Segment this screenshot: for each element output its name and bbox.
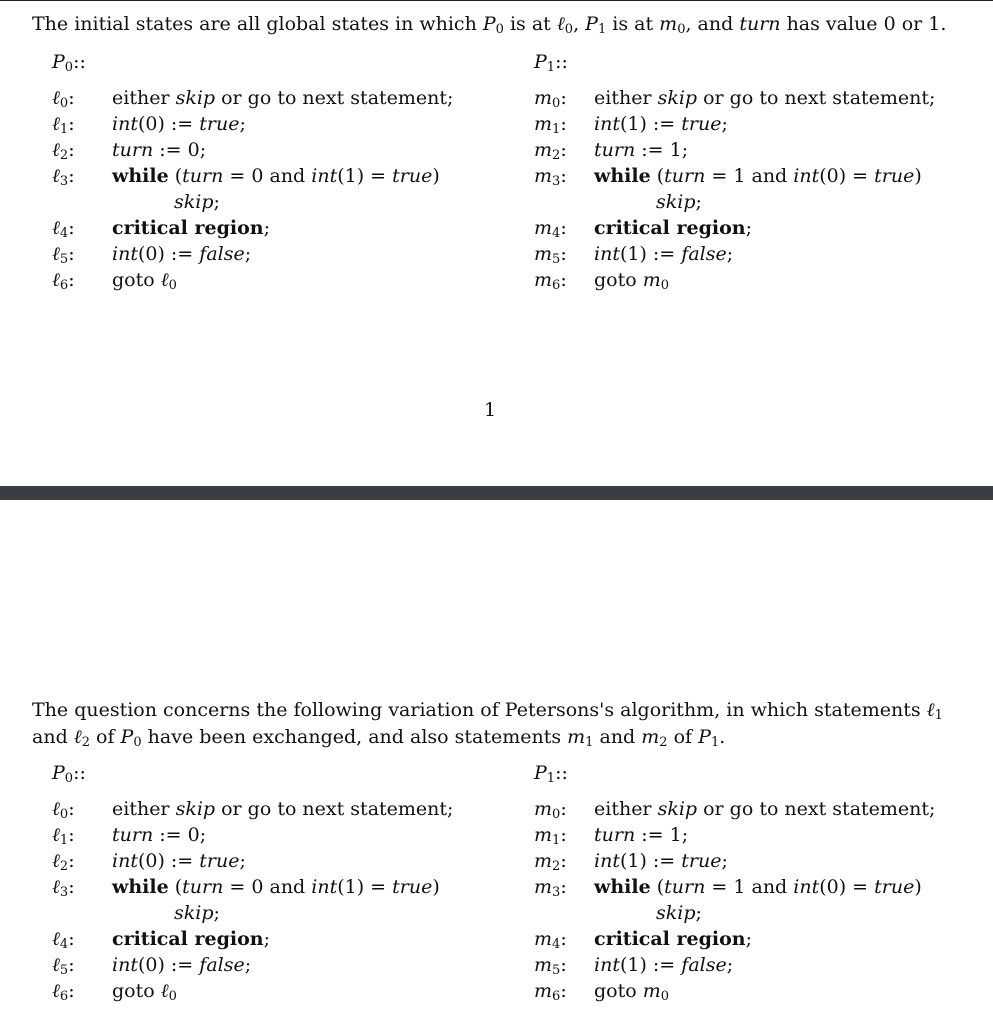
statement-label: ℓ$_2$: [52, 850, 75, 874]
process-p1-top [514, 51, 984, 311]
statement-label: ℓ$_6$: [52, 980, 75, 1004]
statement-code: turn := 0; [112, 139, 207, 161]
statement-label: $m_6$: [534, 269, 567, 293]
statement-label: $m_3$: [534, 876, 567, 900]
statement-code: int(0) := false; [112, 243, 252, 265]
statement-code: int(1) := true; [594, 113, 728, 135]
statement-code: critical region; [112, 928, 270, 950]
initial-states-text: The initial states are all global states in which $P_0$ is at ℓ$_0$, $P_1$ is at $m_0$, and turn has value 0 or 1. [32, 13, 947, 37]
page-number: 1 [484, 399, 497, 421]
statement-code: critical region; [112, 217, 270, 239]
statement-code: while (turn = 0 and int(1) = true) [112, 876, 440, 898]
statement-code: turn := 0; [112, 824, 207, 846]
statement-code: skip; [174, 191, 220, 213]
statement-code: goto $m_0$ [594, 269, 670, 293]
process-p1-bottom [514, 762, 984, 1024]
process-header: $P_1$:: [534, 762, 568, 786]
statement-label: $m_5$: [534, 243, 567, 267]
statement-code: int(0) := true; [112, 113, 246, 135]
statement-code: either skip or go to next statement; [112, 87, 454, 109]
statement-code: critical region; [594, 928, 752, 950]
process-header: $P_1$:: [534, 51, 568, 75]
statement-code: skip; [656, 902, 702, 924]
statement-label: ℓ$_4$: [52, 928, 75, 952]
statement-label: $m_6$: [534, 980, 567, 1004]
statement-code: skip; [174, 902, 220, 924]
statement-code: int(1) := false; [594, 243, 734, 265]
statement-code: while (turn = 1 and int(0) = true) [594, 876, 922, 898]
variation-text: The question concerns the following variation of Petersons's algorithm, in which statements ℓ$_1$ and ℓ$_2$ of $P_0$ have been exchanged, and also statements $m_1$ and $m_2$ of $P_1$. [32, 699, 943, 750]
statement-label: ℓ$_5$: [52, 954, 75, 978]
statement-code: either skip or go to next statement; [594, 798, 936, 820]
statement-code: skip; [656, 191, 702, 213]
statement-code: int(0) := false; [112, 954, 252, 976]
statement-code: turn := 1; [594, 824, 689, 846]
statement-label: $m_4$: [534, 928, 567, 952]
statement-code: while (turn = 1 and int(0) = true) [594, 165, 922, 187]
statement-code: goto ℓ$_0$ [112, 980, 177, 1004]
statement-code: goto $m_0$ [594, 980, 670, 1004]
statement-code: either skip or go to next statement; [112, 798, 454, 820]
statement-code: goto ℓ$_0$ [112, 269, 177, 293]
statement-label: $m_1$: [534, 113, 567, 137]
statement-label: ℓ$_1$: [52, 824, 75, 848]
statement-label: ℓ$_3$: [52, 165, 75, 189]
statement-label: $m_1$: [534, 824, 567, 848]
statement-label: ℓ$_0$: [52, 798, 75, 822]
process-p0-top [32, 51, 492, 311]
page-bottom [0, 500, 993, 1024]
statement-label: $m_0$: [534, 87, 567, 111]
statement-code: int(1) := false; [594, 954, 734, 976]
statement-label: $m_4$: [534, 217, 567, 241]
statement-code: int(0) := true; [112, 850, 246, 872]
process-p0-bottom [32, 762, 492, 1024]
statement-code: while (turn = 0 and int(1) = true) [112, 165, 440, 187]
statement-label: ℓ$_1$: [52, 113, 75, 137]
statement-label: $m_0$: [534, 798, 567, 822]
statement-label: $m_2$: [534, 139, 567, 163]
statement-code: critical region; [594, 217, 752, 239]
statement-label: ℓ$_6$: [52, 269, 75, 293]
process-header: $P_0$:: [52, 762, 86, 786]
statement-label: ℓ$_2$: [52, 139, 75, 163]
statement-label: $m_5$: [534, 954, 567, 978]
statement-code: int(1) := true; [594, 850, 728, 872]
statement-label: ℓ$_5$: [52, 243, 75, 267]
process-header: $P_0$:: [52, 51, 86, 75]
statement-label: $m_2$: [534, 850, 567, 874]
statement-label: ℓ$_0$: [52, 87, 75, 111]
statement-label: $m_3$: [534, 165, 567, 189]
statement-label: ℓ$_4$: [52, 217, 75, 241]
page-top [0, 0, 993, 487]
statement-code: either skip or go to next statement; [594, 87, 936, 109]
page-separator [0, 486, 993, 500]
statement-code: turn := 1; [594, 139, 689, 161]
statement-label: ℓ$_3$: [52, 876, 75, 900]
